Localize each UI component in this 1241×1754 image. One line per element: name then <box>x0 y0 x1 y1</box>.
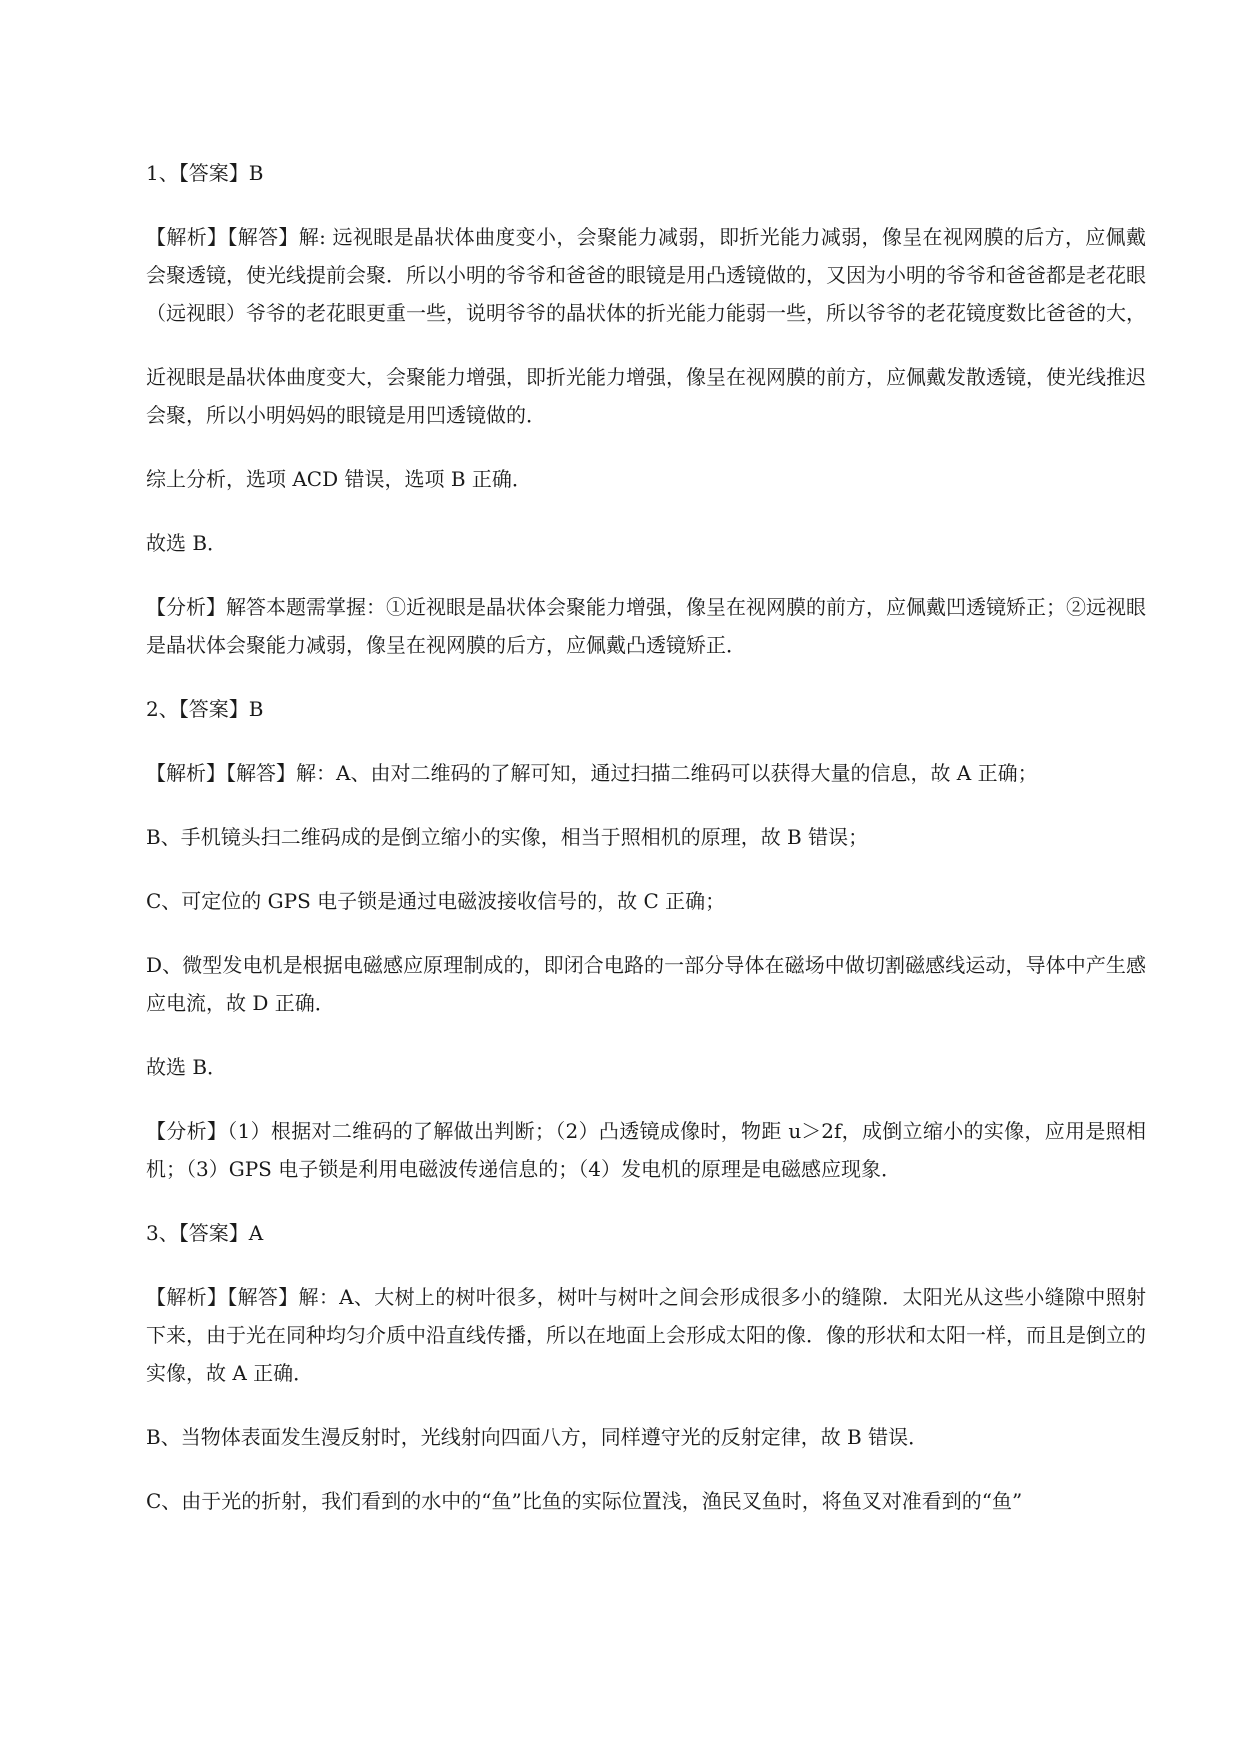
choice-conclusion: 故选 B． <box>146 531 228 555</box>
explanation-paragraph: C、可定位的 GPS 电子锁是通过电磁波接收信号的，故 C 正确； <box>146 889 726 913</box>
answer-heading-1: 1、【答案】B <box>146 161 264 185</box>
explanation-paragraph: D、微型发电机是根据电磁感应原理制成的，即闭合电路的一部分导体在磁场中做切割磁感线运动，导体中产生感应电流，故 D 正确． <box>146 953 1146 1015</box>
explanation-paragraph: 近视眼是晶状体曲度变大，会聚能力增强，即折光能力增强，像呈在视网膜的前方，应佩戴发散透镜，使光线推迟会聚，所以小明妈妈的眼镜是用凹透镜做的． <box>146 365 1146 427</box>
analysis-paragraph: 【分析】（1）根据对二维码的了解做出判断；（2）凸透镜成像时，物距 u＞2f，成倒立缩小的实像，应用是照相机；（3）GPS 电子锁是利用电磁波传递信息的；（4）发电机的原理是电磁感应现象． <box>146 1119 1146 1181</box>
answer-heading-2: 2、【答案】B <box>146 697 264 721</box>
explanation-paragraph: 【解析】【解答】解：A、大树上的树叶很多，树叶与树叶之间会形成很多小的缝隙．太阳光从这些小缝隙中照射下来，由于光在同种均匀介质中沿直线传播，所以在地面上会形成太阳的像．像的形状和太阳一样，而且是倒立的实像，故 A 正确． <box>146 1285 1146 1385</box>
explanation-paragraph: C、由于光的折射，我们看到的水中的“鱼”比鱼的实际位置浅，渔民叉鱼时，将鱼叉对准看到的“鱼” <box>146 1489 1023 1513</box>
answer-heading-3: 3、【答案】A <box>146 1221 264 1245</box>
explanation-paragraph: 综上分析，选项 ACD 错误，选项 B 正确． <box>146 467 532 491</box>
explanation-paragraph: 【解析】【解答】解：A、由对二维码的了解可知，通过扫描二维码可以获得大量的信息，故 A 正确； <box>146 761 1038 785</box>
choice-conclusion: 故选 B． <box>146 1055 228 1079</box>
explanation-paragraph: 【解析】【解答】解: 远视眼是晶状体曲度变小，会聚能力减弱，即折光能力减弱，像呈在视网膜的后方，应佩戴会聚透镜，使光线提前会聚．所以小明的爷爷和爸爸的眼镜是用凸透镜做的，又因为小明的爷爷和爸爸都是老花眼（远视眼）爷爷的老花眼更重一些，说明爷爷的晶状体的折光能力能弱一些，所以爷爷的老花镜度数比爸爸的大， <box>146 225 1146 325</box>
analysis-paragraph: 【分析】解答本题需掌握：①近视眼是晶状体会聚能力增强，像呈在视网膜的前方，应佩戴凹透镜矫正；②远视眼是晶状体会聚能力减弱，像呈在视网膜的后方，应佩戴凸透镜矫正． <box>146 595 1146 657</box>
document-body <box>146 154 1146 1546</box>
explanation-paragraph: B、当物体表面发生漫反射时，光线射向四面八方，同样遵守光的反射定律，故 B 错误． <box>146 1425 929 1449</box>
explanation-paragraph: B、手机镜头扫二维码成的是倒立缩小的实像，相当于照相机的原理，故 B 错误； <box>146 825 869 849</box>
